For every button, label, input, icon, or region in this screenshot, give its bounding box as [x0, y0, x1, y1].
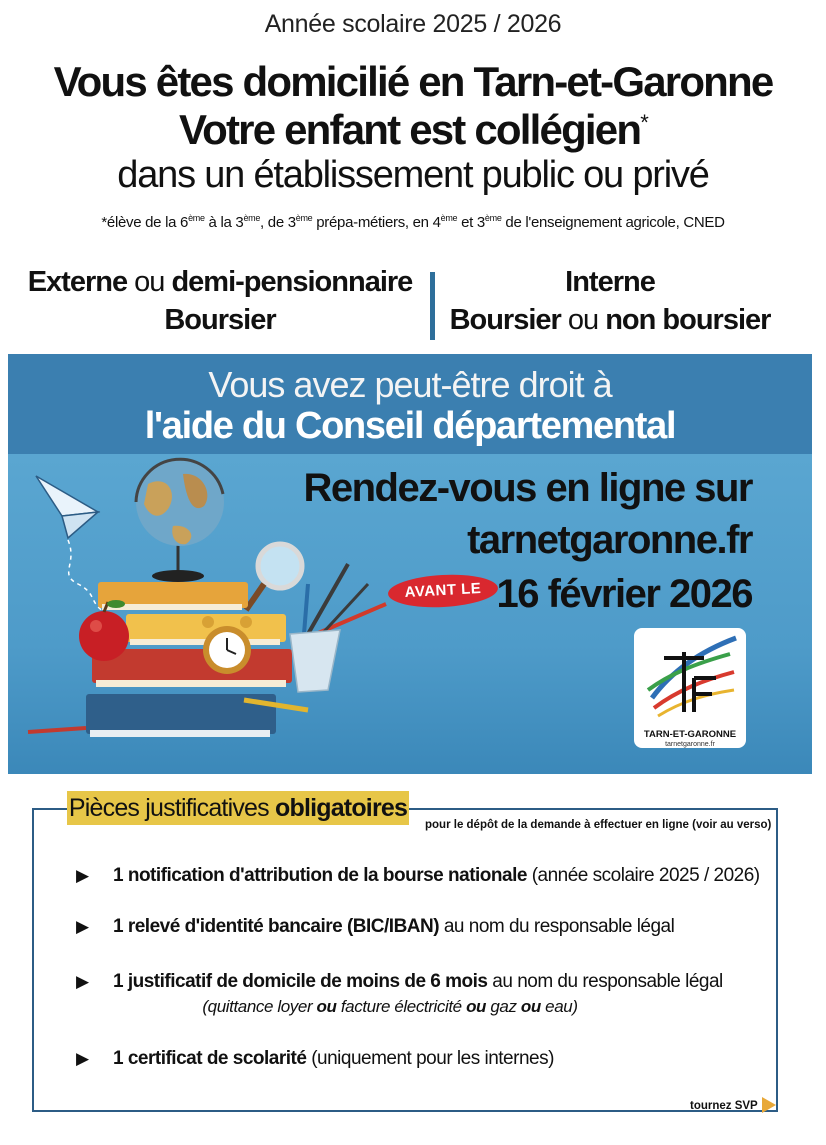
bullet-arrow-icon: ▶ [76, 972, 90, 991]
headline-collegien [0, 106, 826, 154]
headline-domicile: Vous êtes domicilié en Tarn-et-Garonne [53, 58, 773, 105]
item-normal: (année scolaire 2025 / 2026) [526, 865, 760, 886]
title-bold: obligatoires [275, 794, 408, 822]
magnifier-icon [246, 544, 302, 610]
column-externe [20, 263, 420, 339]
globe-icon [136, 458, 224, 582]
footnote-text: à la 3 [204, 214, 244, 231]
footnote-text: de l'enseignement agricole, CNED [501, 214, 725, 231]
example-text: gaz [486, 997, 521, 1016]
document-item-domicile [113, 971, 723, 993]
boursier-label: Boursier [164, 304, 276, 336]
required-documents-subtitle: pour le dépôt de la demande à effectuer en ligne (voir au verso) [425, 819, 772, 831]
bullet-arrow-icon: ▶ [76, 1049, 90, 1068]
column-divider [430, 272, 435, 340]
headline-etablissement: dans un établissement public ou privé [117, 154, 709, 196]
avant-le-badge: AVANT LE [387, 572, 499, 610]
column-externe-line2 [20, 301, 420, 339]
aid-banner-line2: l'aide du Conseil départemental [144, 405, 676, 447]
item-normal: (uniquement pour les internes) [306, 1048, 554, 1069]
footnote-text: et 3 [457, 214, 485, 231]
example-ou: ou [466, 997, 487, 1016]
example-text: (quittance loyer [202, 997, 317, 1016]
boursier-label: Boursier [449, 304, 561, 336]
school-year: Année scolaire 2025 / 2026 [264, 10, 562, 38]
required-documents-title [67, 791, 409, 825]
demi-pensionnaire-label: demi-pensionnaire [171, 266, 413, 298]
logo-name: TARN-ET-GARONNE [643, 729, 737, 740]
turn-over-arrow-icon [762, 1097, 776, 1113]
footnote-sup: ème [243, 213, 261, 223]
bullet-arrow-icon: ▶ [76, 866, 90, 885]
item-bold: 1 notification d'attribution de la bourse nationale [113, 865, 527, 886]
interne-label: Interne [565, 266, 655, 298]
example-text: facture électricité [336, 997, 467, 1016]
bullet-arrow-icon: ▶ [76, 917, 90, 936]
footnote-text: prépa-métiers, en 4 [312, 214, 441, 231]
externe-label: Externe [27, 266, 128, 298]
item-bold: 1 justificatif de domicile de moins de 6 mois [113, 971, 488, 992]
footnote [0, 213, 826, 231]
online-line1: Rendez-vous en ligne sur [303, 466, 752, 510]
logo-url: tarnetgaronne.fr [665, 741, 715, 748]
deadline-date: 16 février 2026 [496, 572, 752, 616]
non-boursier-label: non boursier [605, 304, 771, 336]
footnote-sup: ème [295, 213, 313, 223]
paper-plane-icon [36, 476, 108, 614]
footnote-sup: ème [484, 213, 502, 223]
column-externe-line1 [20, 263, 420, 301]
column-interne-line1 [440, 263, 780, 301]
ou-label: ou [127, 266, 172, 298]
footnote-sup: ème [188, 213, 205, 223]
footnote-mark: * [640, 110, 647, 135]
aid-banner-line1: Vous avez peut-être droit à [208, 364, 612, 405]
item-bold: 1 relevé d'identité bancaire (BIC/IBAN) [113, 916, 440, 937]
example-text: eau) [540, 997, 578, 1016]
item-normal: au nom du responsable légal [487, 971, 723, 992]
document-item-notification [113, 865, 760, 887]
item-normal: au nom du responsable légal [439, 916, 675, 937]
document-item-domicile-examples [110, 997, 670, 1017]
ou-label: ou [560, 304, 606, 336]
document-item-scolarite [113, 1048, 554, 1070]
headline-collegien-text: Votre enfant est collégien [179, 106, 641, 153]
footnote-sup: ème [440, 213, 458, 223]
online-website-link[interactable]: tarnetgaronne.fr [467, 518, 752, 562]
title-normal: Pièces justificatives [68, 794, 275, 822]
turn-over-note: tournez SVP [690, 1100, 758, 1112]
example-ou: ou [316, 997, 337, 1016]
document-item-rib [113, 916, 674, 938]
example-ou: ou [520, 997, 541, 1016]
footnote-text: *élève de la 6 [101, 214, 189, 231]
department-emblem-icon [634, 628, 746, 728]
footnote-text: , de 3 [260, 214, 296, 231]
item-bold: 1 certificat de scolarité [113, 1048, 307, 1069]
column-interne [440, 263, 780, 339]
pencil-cup-icon [290, 564, 386, 692]
column-interne-line2 [440, 301, 780, 339]
